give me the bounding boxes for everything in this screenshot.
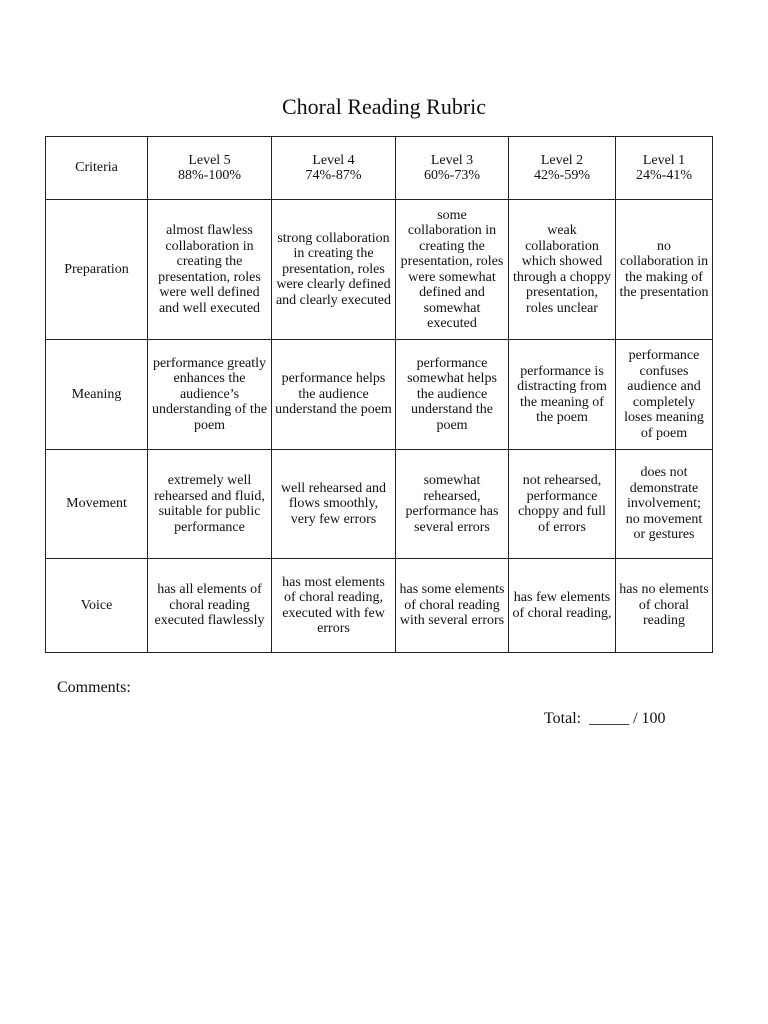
page-title: Choral Reading Rubric <box>281 94 487 119</box>
table-row <box>46 450 713 559</box>
rubric-cell: weak collaboration which showed through a choppy presentation, roles unclear <box>509 200 616 340</box>
table-row <box>46 340 713 450</box>
criterion-label: Preparation <box>46 200 148 340</box>
total-line <box>544 709 666 729</box>
level-range: 60%-73% <box>424 168 480 183</box>
level-header <box>616 137 713 200</box>
rubric-cell: does not demonstrate involvement; no movement or gestures <box>616 450 713 559</box>
level-range: 42%-59% <box>534 168 590 183</box>
level-name: Level 5 <box>188 152 231 168</box>
rubric-cell: some collaboration in creating the presentation, roles were somewhat defined and somewhat executed <box>396 200 509 340</box>
total-label: Total: <box>544 710 582 727</box>
table-row <box>46 200 713 340</box>
rubric-cell: extremely well rehearsed and fluid, suitable for public performance <box>148 450 272 559</box>
level-range: 24%-41% <box>636 168 692 183</box>
rubric-cell: performance greatly enhances the audience’s understanding of the poem <box>148 340 272 450</box>
rubric-cell: performance confuses audience and completely loses meaning of poem <box>616 340 713 450</box>
criterion-label: Movement <box>46 450 148 559</box>
rubric-cell: has most elements of choral reading, executed with few errors <box>272 559 396 653</box>
level-header <box>396 137 509 200</box>
header-row <box>46 137 713 200</box>
level-header <box>509 137 616 200</box>
rubric-cell: has few elements of choral reading, <box>509 559 616 653</box>
level-name: Level 1 <box>642 152 686 168</box>
level-name: Level 2 <box>540 152 584 168</box>
total-blank: _____ <box>589 710 630 727</box>
rubric-cell: performance somewhat helps the audience understand the poem <box>396 340 509 450</box>
rubric-cell: somewhat rehearsed, performance has several errors <box>396 450 509 559</box>
level-name: Level 3 <box>430 152 474 168</box>
rubric-cell: performance helps the audience understand the poem <box>272 340 396 450</box>
rubric-cell: well rehearsed and flows smoothly, very few errors <box>272 450 396 559</box>
criterion-label: Meaning <box>46 340 148 450</box>
level-range: 88%-100% <box>178 168 241 183</box>
criterion-label: Voice <box>46 559 148 653</box>
rubric-cell: has no elements of choral reading <box>616 559 713 653</box>
rubric-table <box>45 136 713 653</box>
level-name: Level 4 <box>312 152 355 168</box>
total-max: / 100 <box>633 710 666 727</box>
comments-label: Comments: <box>57 679 131 696</box>
rubric-cell: not rehearsed, performance choppy and full of errors <box>509 450 616 559</box>
rubric-cell: strong collaboration in creating the presentation, roles were clearly defined and clearly executed <box>272 200 396 340</box>
criteria-header: Criteria <box>46 137 148 200</box>
rubric-cell: has all elements of choral reading executed flawlessly <box>148 559 272 653</box>
level-header <box>148 137 272 200</box>
level-header <box>272 137 396 200</box>
rubric-cell: performance is distracting from the meaning of the poem <box>509 340 616 450</box>
level-range: 74%-87% <box>305 168 362 183</box>
rubric-cell: has some elements of choral reading with several errors <box>396 559 509 653</box>
table-row <box>46 559 713 653</box>
rubric-cell: no collaboration in the making of the presentation <box>616 200 713 340</box>
rubric-cell: almost flawless collaboration in creating the presentation, roles were well defined and well executed <box>148 200 272 340</box>
